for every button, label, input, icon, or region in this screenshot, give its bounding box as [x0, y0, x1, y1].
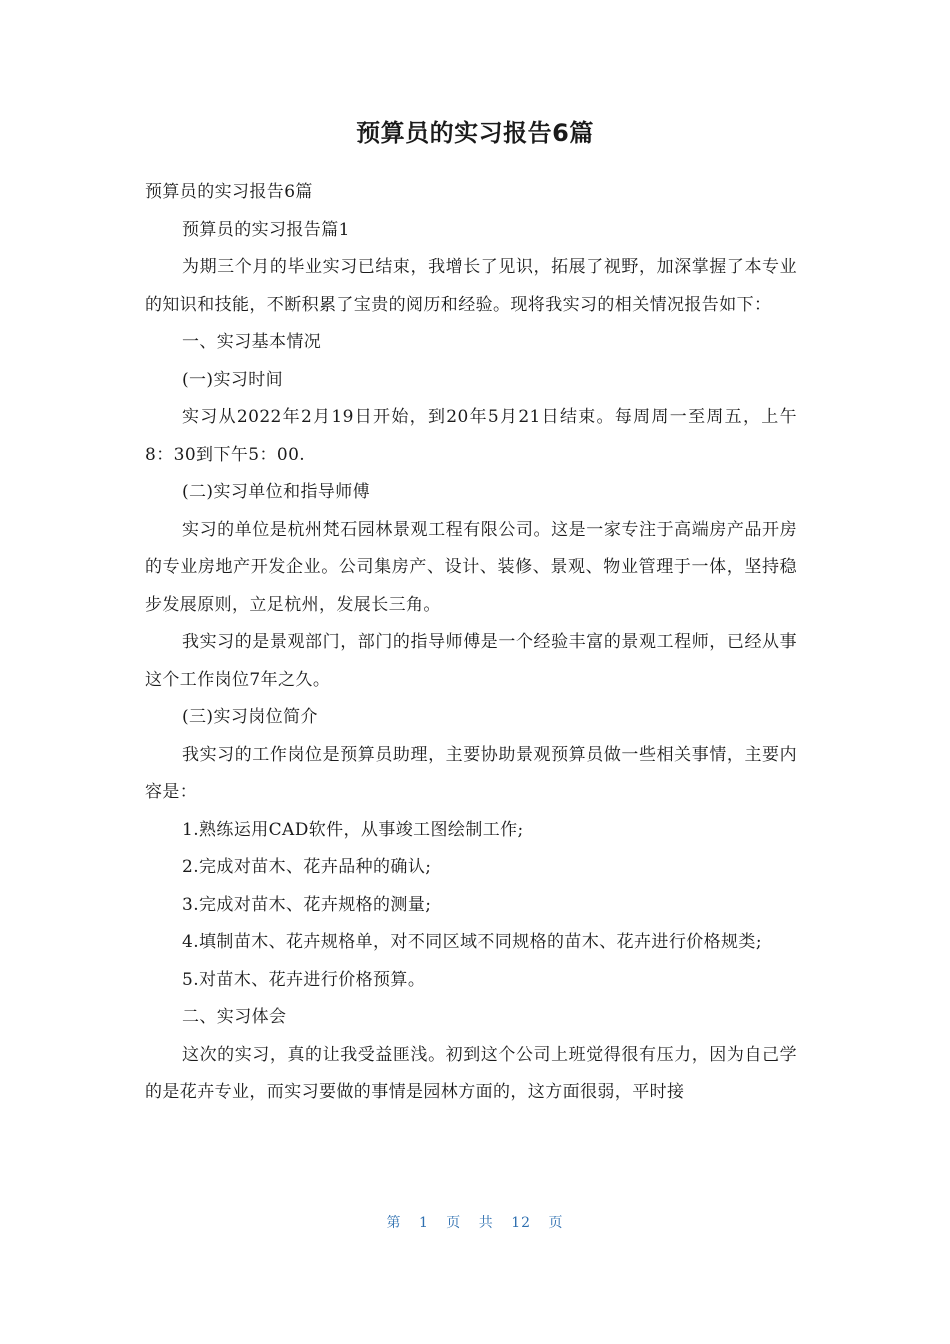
paragraph: (二)实习单位和指导师傅: [182, 482, 371, 502]
paragraph: (一)实习时间: [182, 369, 284, 390]
paragraph: 3.完成对苗木、花卉规格的测量;: [182, 894, 432, 915]
paragraph: 1.熟练运用CAD软件，从事竣工图绘制工作;: [182, 819, 524, 840]
paragraph: 我实习的是景观部门，部门的指导师傅是一个经验丰富的景观工程师，已经从事这个工作岗位7年之久。: [145, 632, 797, 690]
paragraph: 为期三个月的毕业实习已结束，我增长了见识，拓展了视野，加深掌握了本专业的知识和技能，不断积累了宝贵的阅历和经验。现将我实习的相关情况报告如下：: [145, 257, 797, 315]
document-title: 预算员的实习报告6篇: [356, 119, 594, 147]
paragraph: 一、实习基本情况: [182, 332, 322, 352]
paragraph: 4.填制苗木、花卉规格单，对不同区域不同规格的苗木、花卉进行价格规类;: [182, 932, 762, 952]
paragraph: 实习的单位是杭州梵石园林景观工程有限公司。这是一家专注于高端房产品开房的专业房地产开发企业。公司集房产、设计、装修、景观、物业管理于一体，坚持稳步发展原则，立足杭州，发展长三角。: [145, 519, 797, 615]
paragraph: 二、实习体会: [182, 1007, 287, 1027]
paragraph: 预算员的实习报告6篇: [145, 182, 313, 202]
document-body: [145, 174, 797, 1112]
document-page: [145, 0, 797, 1344]
paragraph: 实习从2022年2月19日开始，到20年5月21日结束。每周周一至周五，上午8：30到下午5：00.: [145, 407, 797, 465]
paragraph: 5.对苗木、花卉进行价格预算。: [182, 969, 426, 990]
paragraph: (三)实习岗位简介: [182, 707, 318, 727]
page-footer: 第 1 页 共 12 页: [386, 1215, 564, 1231]
paragraph: 我实习的工作岗位是预算员助理，主要协助景观预算员做一些相关事情，主要内容是：: [145, 744, 797, 802]
paragraph: 2.完成对苗木、花卉品种的确认;: [182, 857, 432, 877]
paragraph: 预算员的实习报告篇1: [182, 219, 350, 240]
paragraph: 这次的实习，真的让我受益匪浅。初到这个公司上班觉得很有压力，因为自己学的是花卉专业，而实习要做的事情是园林方面的，这方面很弱，平时接: [145, 1044, 797, 1102]
